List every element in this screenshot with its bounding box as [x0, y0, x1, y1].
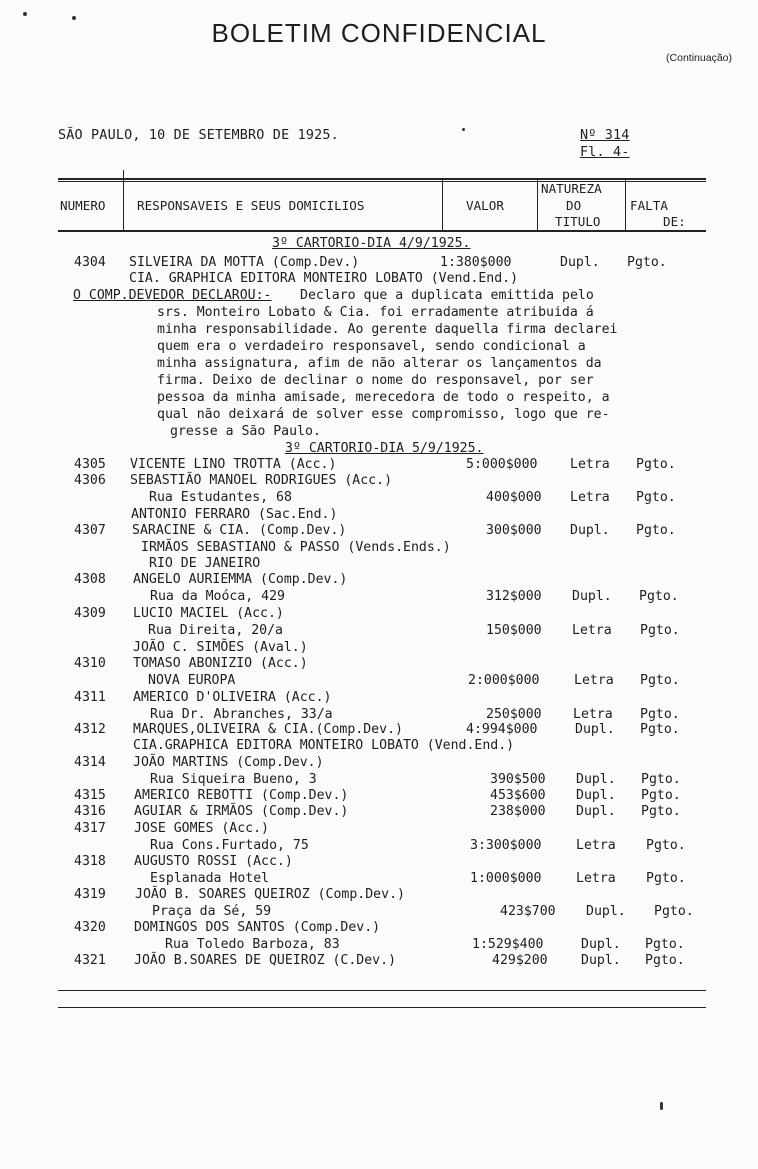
entry-number: 4309 [74, 606, 106, 621]
entry-value: 423$700 [500, 904, 556, 919]
entry-nature: Dupl. [581, 937, 621, 952]
entry-number: 4320 [74, 920, 106, 935]
entry-fault: Pgto. [636, 490, 676, 505]
declaration-line: minha responsabilidade. Ao gerente daquella firma declarei [157, 322, 618, 337]
entry-extra: CIA.GRAPHICA EDITORA MONTEIRO LOBATO (Vend.End.) [133, 738, 515, 753]
entry-fault: Pgto. [627, 255, 667, 270]
entry-nature: Dupl. [575, 722, 615, 737]
entry-fault: Pgto. [641, 788, 681, 803]
entry-name: SEBASTIÃO MANOEL RODRIGUES (Acc.) [130, 473, 393, 488]
entry-name: VICENTE LINO TROTTA (Acc.) [130, 457, 337, 472]
col-divider-4 [625, 180, 626, 230]
footer-rule-2 [58, 1007, 706, 1008]
col-header-valor: VALOR [466, 198, 504, 213]
entry-name: DOMINGOS DOS SANTOS (Comp.Dev.) [134, 920, 381, 935]
entry-fault: Pgto. [640, 623, 680, 638]
entry-address: Rua da Moóca, 429 [150, 589, 285, 604]
col-divider-1 [123, 170, 124, 230]
entry-name: SILVEIRA DA MOTTA (Comp.Dev.) [129, 255, 360, 270]
sheet-number: Fl. 4- [580, 145, 630, 160]
entry-value: 4:994$000 [466, 722, 538, 737]
declaration-line: gresse a São Paulo. [170, 424, 321, 439]
bulletin-number: Nº 314 [580, 128, 630, 143]
col-header-natureza-1: NATUREZA [541, 181, 602, 196]
entry-nature: Dupl. [570, 523, 610, 538]
entry-value: 3:300$000 [470, 838, 542, 853]
entry-nature: Letra [574, 673, 614, 688]
entry-address: Rua Siqueira Bueno, 3 [150, 772, 317, 787]
entry-address: Rua Toledo Barboza, 83 [165, 937, 340, 952]
section-title: 3º CARTORIO-DIA 4/9/1925. [272, 236, 471, 251]
entry-name: AMERICO D'OLIVEIRA (Acc.) [133, 690, 332, 705]
entry-number: 4312 [74, 722, 106, 737]
entry-nature: Dupl. [560, 255, 600, 270]
entry-value: 2:000$000 [468, 673, 540, 688]
entry-name: JOÃO B. SOARES QUEIROZ (Comp.Dev.) [135, 887, 405, 902]
entry-nature: Dupl. [576, 772, 616, 787]
entry-nature: Letra [576, 871, 616, 886]
entry-value: 453$600 [490, 788, 546, 803]
entry-value: 400$000 [486, 490, 542, 505]
entry-number: 4306 [74, 473, 106, 488]
col-divider-3 [537, 180, 538, 230]
entry-fault: Pgto. [645, 953, 685, 968]
entry-fault: Pgto. [640, 722, 680, 737]
entry-name: AUGUSTO ROSSI (Acc.) [134, 854, 293, 869]
entry-address: Rua Cons.Furtado, 75 [150, 838, 309, 853]
entry-value: 238$000 [490, 804, 546, 819]
header-rule-top [58, 178, 706, 180]
document-title: BOLETIM CONFIDENCIAL [211, 18, 547, 48]
entry-address: RIO DE JANEIRO [149, 556, 261, 571]
declaration-label: O COMP.DEVEDOR DECLAROU:- [73, 288, 272, 303]
entry-number: 4316 [74, 804, 106, 819]
col-header-responsaveis: RESPONSAVEIS E SEUS DOMICILIOS [137, 198, 365, 213]
entry-extra: IRMÃOS SEBASTIANO & PASSO (Vends.Ends.) [141, 540, 451, 555]
entry-fault: Pgto. [640, 707, 680, 722]
entry-value: 5:000$000 [466, 457, 538, 472]
ink-mark [660, 1102, 663, 1110]
entry-name: TOMASO ABONIZIO (Acc.) [133, 656, 308, 671]
entry-nature: Letra [573, 707, 613, 722]
col-divider-2 [442, 180, 443, 230]
entry-number: 4315 [74, 788, 106, 803]
entry-nature: Dupl. [586, 904, 626, 919]
declaration-line: qual não deixará de solver esse compromisso, logo que re- [157, 407, 610, 422]
entry-nature: Letra [570, 457, 610, 472]
entry-name: SARACINE & CIA. (Comp.Dev.) [132, 523, 347, 538]
declaration-first-line: Declaro que a duplicata emittida pelo [300, 288, 594, 303]
entry-fault: Pgto. [654, 904, 694, 919]
entry-number: 4319 [74, 887, 106, 902]
continuation-note: (Continuação) [666, 52, 732, 64]
entry-address: Praça da Sé, 59 [152, 904, 272, 919]
col-header-falta-1: FALTA [630, 198, 668, 213]
footer-rule-1 [58, 990, 706, 991]
section-title: 3º CARTORIO-DIA 5/9/1925. [285, 441, 484, 456]
entry-fault: Pgto. [639, 589, 679, 604]
declaration-line: minha assignatura, afim de não alterar os lançamentos da [157, 356, 602, 371]
entry-address: Rua Estudantes, 68 [149, 490, 292, 505]
entry-value: 1:380$000 [440, 255, 512, 270]
entry-fault: Pgto. [646, 871, 686, 886]
entry-name: ANGELO AURIEMMA (Comp.Dev.) [133, 572, 348, 587]
entry-number: 4311 [74, 690, 106, 705]
entry-nature: Dupl. [572, 589, 612, 604]
entry-number: 4304 [74, 255, 106, 270]
entry-address: Rua Direita, 20/a [148, 623, 283, 638]
entry-value: 300$000 [486, 523, 542, 538]
entry-value: 1:000$000 [470, 871, 542, 886]
ink-mark [23, 12, 27, 16]
entry-name: AGUIAR & IRMÃOS (Comp.Dev.) [134, 804, 349, 819]
entry-extra: CIA. GRAPHICA EDITORA MONTEIRO LOBATO (Vend.End.) [129, 271, 519, 286]
entry-nature: Letra [576, 838, 616, 853]
entry-fault: Pgto. [646, 838, 686, 853]
entry-extra: ANTONIO FERRARO (Sac.End.) [131, 507, 338, 522]
entry-number: 4305 [74, 457, 106, 472]
ink-mark [72, 16, 76, 20]
entry-name: JOSE GOMES (Acc.) [134, 821, 269, 836]
col-header-falta-2: DE: [663, 214, 686, 229]
entry-value: 150$000 [486, 623, 542, 638]
declaration-line: srs. Monteiro Lobato & Cia. foi erradamente atribuida á [157, 305, 594, 320]
header-rule-bottom [58, 230, 706, 232]
entry-number: 4307 [74, 523, 106, 538]
entry-fault: Pgto. [636, 457, 676, 472]
entry-value: 429$200 [492, 953, 548, 968]
entry-address: NOVA EUROPA [148, 673, 236, 688]
entry-number: 4310 [74, 656, 106, 671]
entry-nature: Letra [570, 490, 610, 505]
col-header-natureza-3: TITULO [555, 214, 601, 229]
entry-fault: Pgto. [640, 673, 680, 688]
entry-fault: Pgto. [645, 937, 685, 952]
entry-number: 4321 [74, 953, 106, 968]
entry-number: 4314 [74, 755, 106, 770]
entry-value: 250$000 [486, 707, 542, 722]
declaration-line: pessoa da minha amisade, merecedora de todo o respeito, a [157, 390, 610, 405]
entry-extra: JOÃO C. SIMÕES (Aval.) [133, 640, 308, 655]
entry-fault: Pgto. [641, 772, 681, 787]
entry-value: 1:529$400 [472, 937, 544, 952]
entry-fault: Pgto. [636, 523, 676, 538]
entry-nature: Dupl. [581, 953, 621, 968]
declaration-line: firma. Deixo de declinar o nome do responsavel, por ser [157, 373, 594, 388]
entry-nature: Dupl. [576, 804, 616, 819]
entry-nature: Dupl. [576, 788, 616, 803]
dateline: SÃO PAULO, 10 DE SETEMBRO DE 1925. [58, 128, 339, 143]
entry-name: JOÃO MARTINS (Comp.Dev.) [133, 755, 324, 770]
entry-name: MARQUES,OLIVEIRA & CIA.(Comp.Dev.) [133, 722, 403, 737]
entry-name: LUCIO MACIEL (Acc.) [133, 606, 284, 621]
entry-number: 4318 [74, 854, 106, 869]
entry-fault: Pgto. [641, 804, 681, 819]
entry-number: 4308 [74, 572, 106, 587]
entry-value: 390$500 [490, 772, 546, 787]
entry-address: Esplanada Hotel [150, 871, 270, 886]
entry-number: 4317 [74, 821, 106, 836]
col-header-numero: NUMERO [60, 198, 106, 213]
entry-value: 312$000 [486, 589, 542, 604]
entry-nature: Letra [572, 623, 612, 638]
ink-mark [462, 128, 465, 131]
header-rule-top-2 [58, 181, 706, 182]
declaration-line: quem era o verdadeiro responsavel, sendo condicional a [157, 339, 586, 354]
col-header-natureza-2: DO [566, 198, 582, 213]
entry-name: JOÃO B.SOARES DE QUEIROZ (C.Dev.) [134, 953, 397, 968]
entry-address: Rua Dr. Abranches, 33/a [150, 707, 333, 722]
entry-name: AMERICO REBOTTI (Comp.Dev.) [134, 788, 349, 803]
